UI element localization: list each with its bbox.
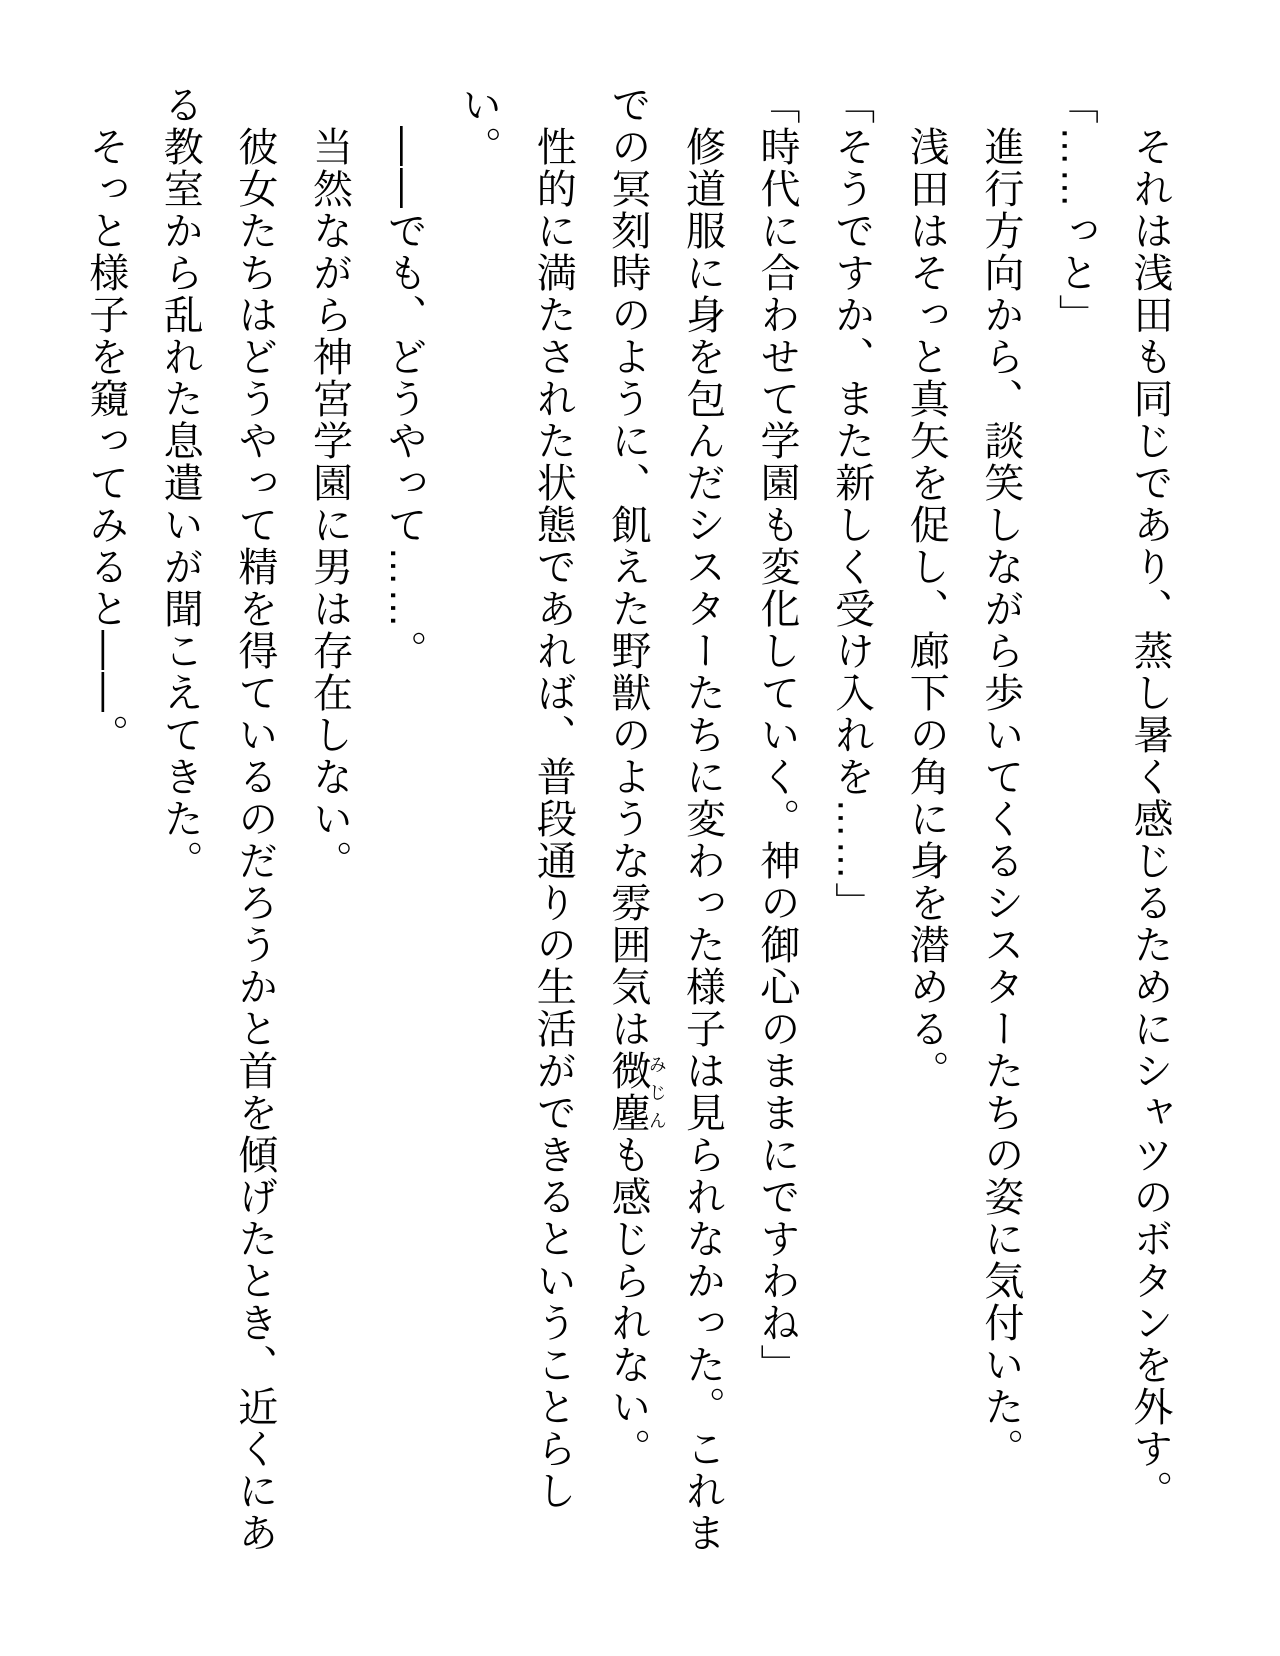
paragraph xyxy=(1112,84,1187,1559)
paragraph xyxy=(292,84,367,1559)
paragraph-text: も感じられない。 xyxy=(605,1134,650,1470)
vertical-text-area xyxy=(68,84,1187,1559)
paragraph-text: 「そうですか、また新しく受け入れを……」 xyxy=(829,84,874,924)
paragraph xyxy=(441,84,590,1559)
paragraph-text: ——でも、どうやって……。 xyxy=(382,126,427,672)
paragraph-text: 性的に満たされた状態であれば、普段通りの生活ができるということらしい。 xyxy=(456,84,576,1512)
paragraph-text: 浅田はそっと真矢を促し、廊下の角に身を潜める。 xyxy=(904,126,949,1092)
ruby-annotated-word xyxy=(605,1050,667,1134)
paragraph-text: 進行方向から、談笑しながら歩いてくるシスターたちの姿に気付いた。 xyxy=(978,126,1023,1470)
paragraph-text: 彼女たちはどうやって精を得ているのだろうかと首を傾げたとき、近くにある教室から乱れた息遣いが聞こえてきた。 xyxy=(158,84,277,1554)
paragraph xyxy=(590,84,739,1559)
paragraph-text: 「……っと」 xyxy=(1053,84,1098,336)
paragraph xyxy=(366,84,441,1559)
ruby-furigana: みじん xyxy=(646,1050,667,1134)
paragraph-text: 修道服に身を包んだシスターたちに変わった様子は見られなかった。これまでの冥刻時のように、飢えた野獣のような雰囲気は xyxy=(605,84,725,1554)
dialogue-paragraph xyxy=(814,84,889,1559)
paragraph-text: そっと様子を窺ってみると——。 xyxy=(83,126,128,756)
paragraph xyxy=(143,84,292,1559)
paragraph-text: 当然ながら神宮学園に男は存在しない。 xyxy=(307,126,352,882)
paragraph xyxy=(889,84,964,1559)
dialogue-paragraph xyxy=(1038,84,1113,1559)
paragraph xyxy=(68,84,143,1559)
paragraph xyxy=(963,84,1038,1559)
paragraph-text: それは浅田も同じであり、蒸し暑く感じるためにシャツのボタンを外す。 xyxy=(1128,126,1172,1512)
paragraph-text: 「時代に合わせて学園も変化していく。神の御心のままにですわね」 xyxy=(755,84,800,1386)
dialogue-paragraph xyxy=(739,84,814,1559)
ruby-base: 微塵 xyxy=(605,1050,650,1134)
